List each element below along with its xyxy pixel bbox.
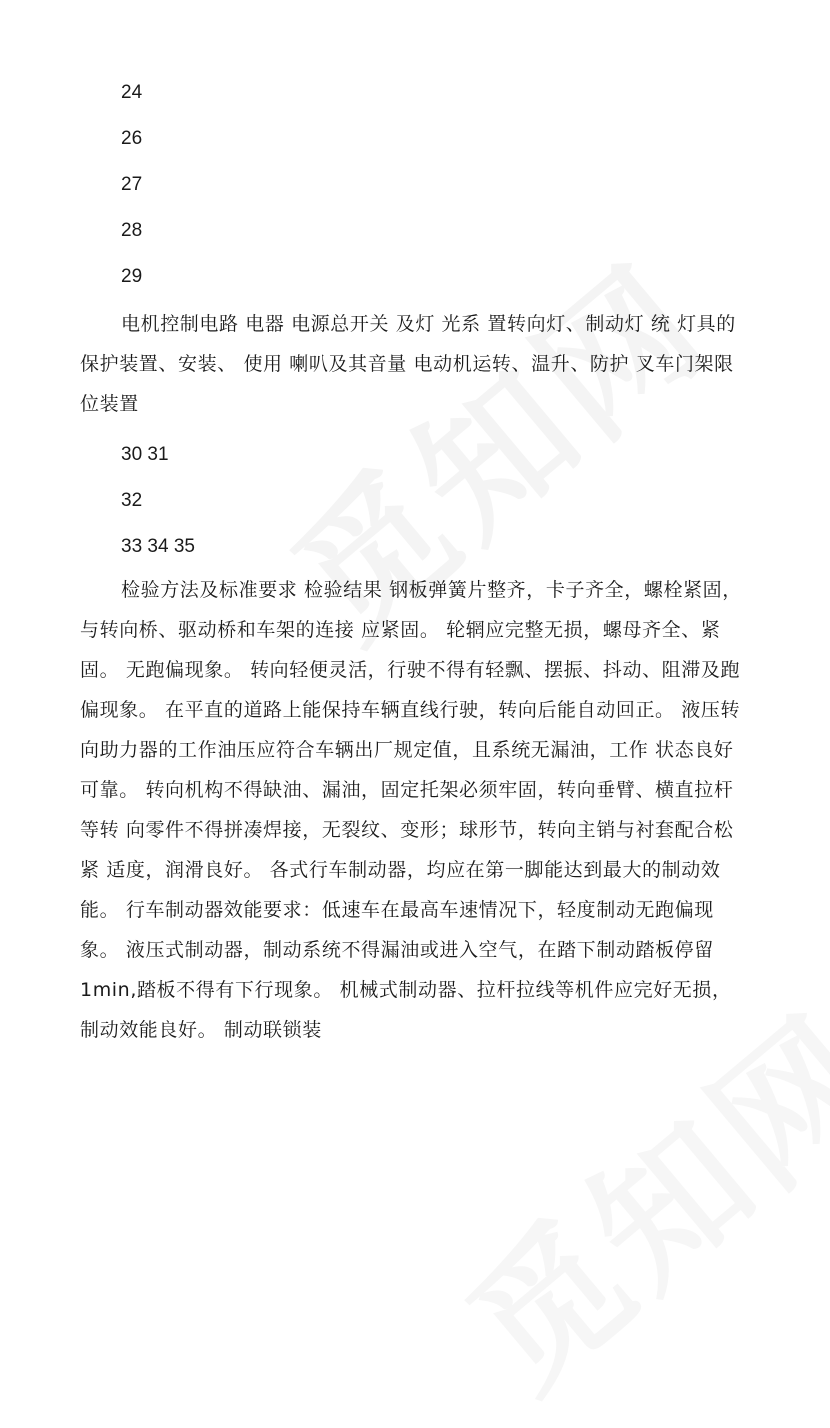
item-number-24: 24 xyxy=(121,82,143,103)
item-number-26: 26 xyxy=(121,128,143,149)
item-number-27: 27 xyxy=(121,174,143,195)
paragraph-inspection-standards: 检验方法及标准要求 检验结果 钢板弹簧片整齐，卡子齐全，螺栓紧固，与转向桥、驱动桥和车架的连接 应紧固。 轮辋应完整无损，螺母齐全、紧固。 无跑偏现象。 转向轻便灵活，行驶不得有轻飘、摆振、抖动、阻滞及跑偏现象。 在平直的道路上能保持车辆直线行驶，转向后能自动回正。 液压转向助力器的工作油压应符合车辆出厂规定值，且系统无漏油，工作 状态良好可靠。 转向机构不得缺油、漏油，固定托架必须牢固，转向垂臂、横直拉杆等转 向零件不得拼凑焊接，无裂纹、变形；球形节，转向主销与衬套配合松紧 适度，润滑良好。 各式行车制动器，均应在第一脚能达到最大的制动效能。 行车制动器效能要求：低速车在最高车速情况下，轻度制动无跑偏现象。 液压式制动器，制动系统不得漏油或进入空气，在踏下制动踏板停留 1min,踏板不得有下行现象。 机械式制动器、拉杆拉线等机件应完好无损，制动效能良好。 制动联锁装 xyxy=(80,579,742,1041)
item-number-30-31: 30 31 xyxy=(121,444,169,465)
item-number-32: 32 xyxy=(121,490,143,511)
item-number-33-35: 33 34 35 xyxy=(121,536,195,557)
paragraph-inspection-items: 电机控制电路 电器 电源总开关 及灯 光系 置转向灯、制动灯 统 灯具的保护装置、安装、 使用 喇叭及其音量 电动机运转、温升、防护 叉车门架限位装置 xyxy=(80,313,736,415)
item-number-28: 28 xyxy=(121,220,143,241)
item-number-29: 29 xyxy=(121,266,143,287)
